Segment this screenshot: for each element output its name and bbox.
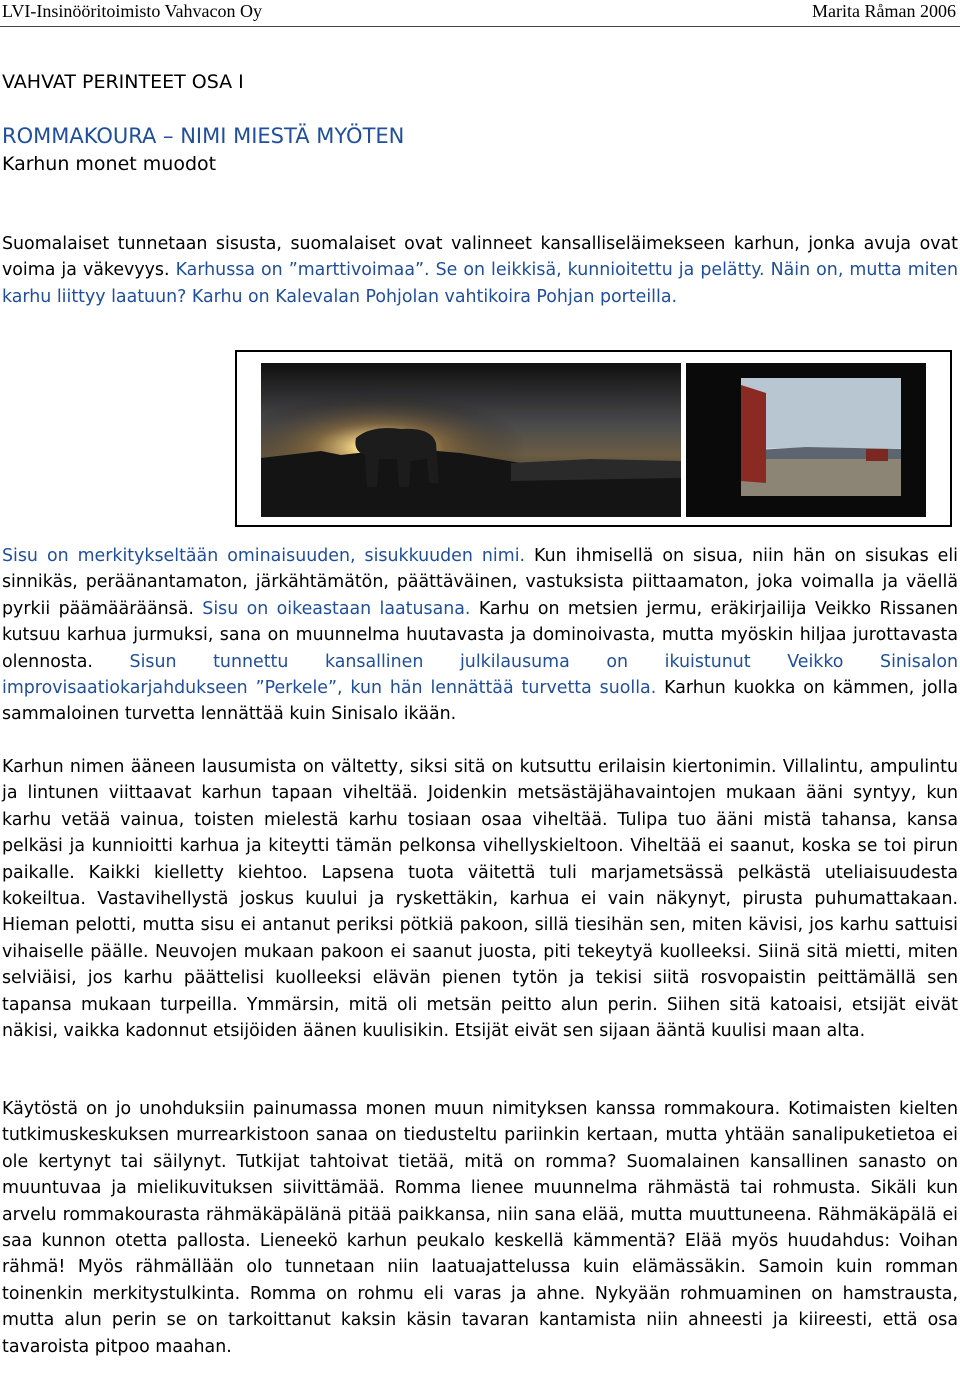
sisu-text-c: Karhu on metsien jermu, eräkirjailija Veikko Rissanen kutsuu karhua jurmuksi, sana on muunnelma huutavasta ja dominoivasta, mutta myöskin hiljaa jurottavasta olennosta. — [2, 598, 958, 672]
sisu-text-d: Sisun tunnettu kansallinen julkilausuma on ikuistunut Veikko Sinisalon improvisaatiokarjahdukseen ”Perkele”, kun hän lennättää turvetta suolla. — [2, 651, 958, 699]
photo-figure — [235, 350, 952, 527]
series-title: VAHVAT PERINTEET OSA I — [2, 71, 244, 93]
article-title: ROMMAKOURA – NIMI MIESTÄ MYÖTEN — [2, 124, 405, 148]
author-year: Marita Råman 2006 — [812, 1, 956, 21]
sunset-bear-photo — [261, 363, 681, 517]
sisu-text-e: Karhun kuokka on kämmen, jolla sammaloinen turvetta lennättää kuin Sinisalo ikään. — [2, 678, 958, 725]
company-name: LVI-Insinööritoimisto Vahvacon Oy — [2, 1, 262, 21]
rommakoura-paragraph — [2, 1096, 958, 1360]
rommakoura-text: Käytöstä on jo unohduksiin painumassa monen muun nimityksen kanssa rommakoura. Kotimaisten kielten tutkimuskeskuksen murrearkistoon sanaa on tiedusteltu pariinkin kertaan, mutta yhtään sanalipuketietoa ei ole kertynyt tai säilynyt. Tutkijat tahtoivat tietää, mitä on romma? Suomalainen kansallinen sanasto on muuntuvaa ja mielikuvituksen siivittämää. Romma lienee muunnelma rähmästä tai rohmusta. Sikäli kun arvelu rommakourasta rähmäkäpälänä pitää paikkansa, niin sana elää, mutta muuttuneena. Rähmäkäpälä ei saa kunnon otetta pallosta. Lieneekö karhun peukalo keskellä kämmentä? Elää myös huudahdus: Voihan rähmä! Myös rähmällään olo tunnetaan niin laatuajattelussa kuin elämässäkin. Samoin kuin romman toinenkin merkitystulkinta. Romma on rohmu eli varas ja ahne. Nykyään rohmuaminen on hamstrausta, mutta alun perin se on tarkoittanut kaksin käsin tavaran kantamista niin ahneesti ja kiireesti, että osa tavaroista pitpoo maahan. — [2, 1099, 958, 1357]
article-subtitle: Karhun monet muodot — [2, 153, 217, 175]
intro-text-blue: Karhussa on ”marttivoimaa”. Se on leikkisä, kunnioitettu ja pelätty. Näin on, mutta miten karhu liittyy laatuun? Karhu on Kalevalan Pohjolan vahtikoira Pohjan porteilla. — [2, 260, 959, 307]
sisu-text-a: Kun ihmisellä on sisua, niin hän on sisukas eli sinnikäs, peräänantamaton, järkähtämätön, päättäväinen, vastuksista piittaamaton, joka voimalla ja väellä pyrkii päämääräänsä. — [2, 546, 958, 619]
whistle-paragraph — [2, 754, 958, 1044]
sisu-text-blue: Sisu on merkitykseltään ominaisuuden, sisukkuuden nimi. — [2, 546, 526, 566]
whistle-text: Karhun nimen ääneen lausumista on vältetty, siksi sitä on kutsuttu erilaisin kiertonimin. Villalintu, ampulintu ja lintunen viittaavat karhun tapaan viheltää. Joidenkin metsästäjähavaintojen mukaan ääni syntyy, kun karhu vetää vainua, toisten mielestä karhu tosiaan osaa viheltää. Tulipa tuo ääni mistä tahansa, kansa pelkäsi ja kunnioitti karhua ja kiteytti tämän pelkonsa vihellyskieltoon. Viheltää ei saanut, koska se toi pirun paikalle. Kaikki kielletty kiehtoo. Lapsena tuota väitettä tuli marjametsässä pelkästä uteliaisuudesta kokeiltua. Vastavihellystä joskus kuului ja ryskettäkin, karhua ei vain näkynyt, pirusta puhumattakaan. Hieman pelotti, mutta sisu ei antanut periksi pötkiä pakoon, sillä tiesihän sen, miten kävisi, jos karhu sattuisi vihaiselle päälle. Neuvojen mukaan pakoon ei saanut juosta, piti tekeytyä kuolleeksi. Siinä sitä mietti, miten selviäisi, jos karhu päättelisi kuolleeksi elävän pienen tytön ja tekisi siitä rosvopaistin peittämällä sen tapansa mukaan turpeilla. Ymmärsin, mitä oli metsän peitto alun perin. Siihen sitä katoaisi, etsijät eivät näkisi, vaikka kadonnut etsijöiden äänen kuulisikin. Etsijät eivät sen sijaan ääntä kuulisi maan alta. — [2, 757, 958, 1042]
sisu-text-b: Sisu on oikeastaan laatusana. — [193, 598, 471, 619]
cabin-window-photo — [686, 363, 926, 517]
intro-text: Suomalaiset tunnetaan sisusta, suomalaiset ovat valinneet kansalliseläimekseen karhun, jonka avuja ovat voima ja väkevyys. — [2, 234, 958, 281]
page-header — [0, 0, 960, 27]
sisu-paragraph — [2, 543, 958, 728]
intro-paragraph — [2, 231, 958, 310]
